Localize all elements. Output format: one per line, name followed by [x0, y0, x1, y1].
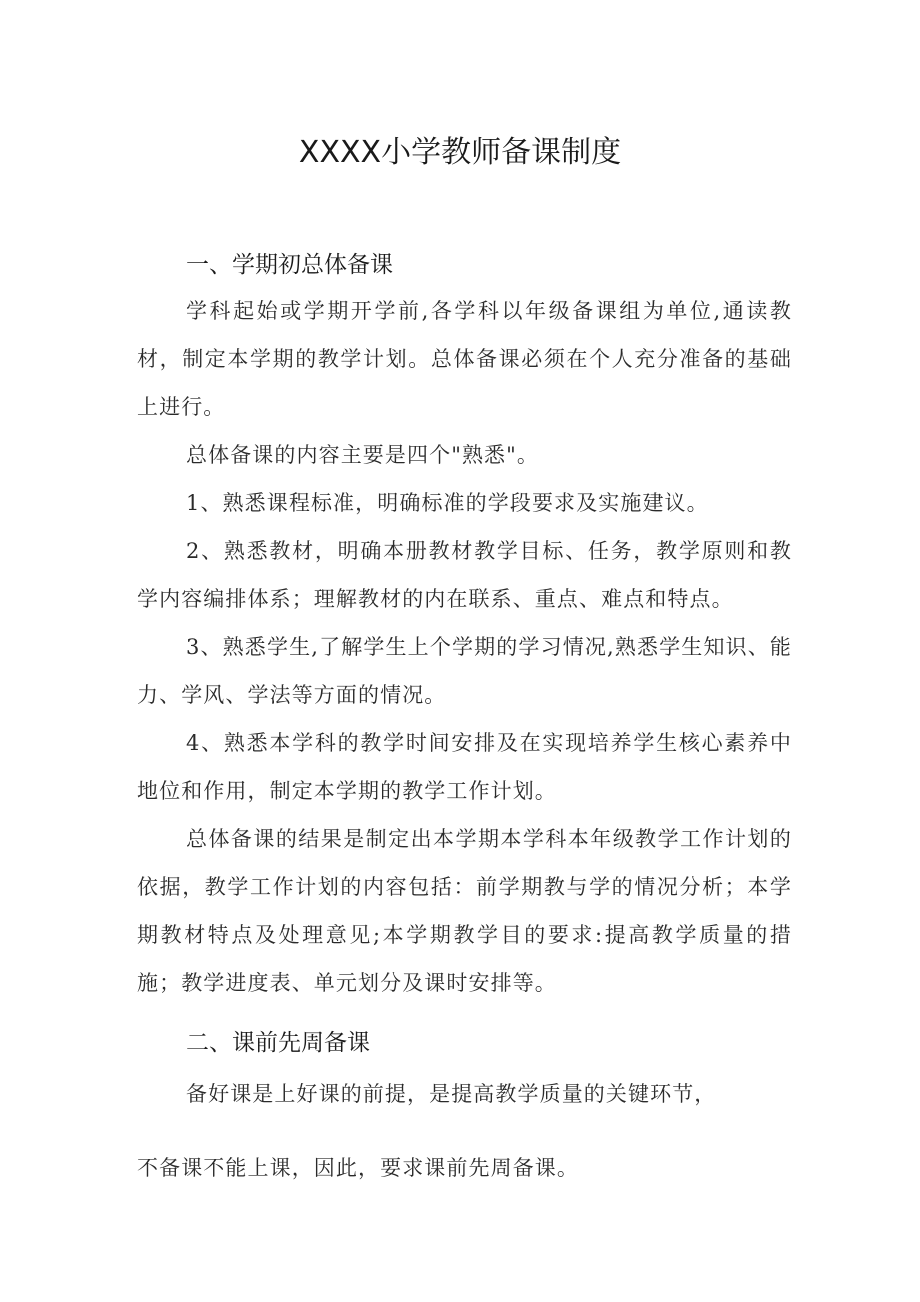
paragraph: 不备课不能上课，因此，要求课前先周备课。: [137, 1156, 579, 1180]
paragraph: 总体备课的内容主要是四个"熟悉"。: [186, 443, 540, 467]
paragraph: 1、熟悉课程标准，明确标准的学段要求及实施建议。: [186, 491, 709, 515]
paragraph: 备好课是上好课的前提，是提高教学质量的关键环节，: [186, 1082, 717, 1106]
document-title: XXXX小学教师备课制度: [298, 135, 622, 170]
paragraph: 4、熟悉本学科的教学时间安排及在实现培养学生核心素养中地位和作用，制定本学期的教学工作计划。: [137, 731, 792, 803]
paragraph: 3、熟悉学生,了解学生上个学期的学习情况,熟悉学生知识、能力、学风、学法等方面的情况。: [137, 635, 792, 707]
paragraph: 总体备课的结果是制定出本学期本学科本年级教学工作计划的依据，教学工作计划的内容包括：前学期教与学的情况分析；本学期教材特点及处理意见;本学期教学目的要求:提高教学质量的措施；教学进度表、单元划分及课时安排等。: [137, 827, 792, 995]
section-heading-2: 二、课前先周备课: [186, 1030, 370, 1056]
paragraph: 学科起始或学期开学前,各学科以年级备课组为单位,通读教材，制定本学期的教学计划。总体备课必须在个人充分准备的基础上进行。: [137, 299, 792, 419]
section-heading-1: 一、学期初总体备课: [186, 252, 393, 278]
paragraph: 2、熟悉教材，明确本册教材教学目标、任务，教学原则和教学内容编排体系；理解教材的内在联系、重点、难点和特点。: [137, 539, 792, 611]
